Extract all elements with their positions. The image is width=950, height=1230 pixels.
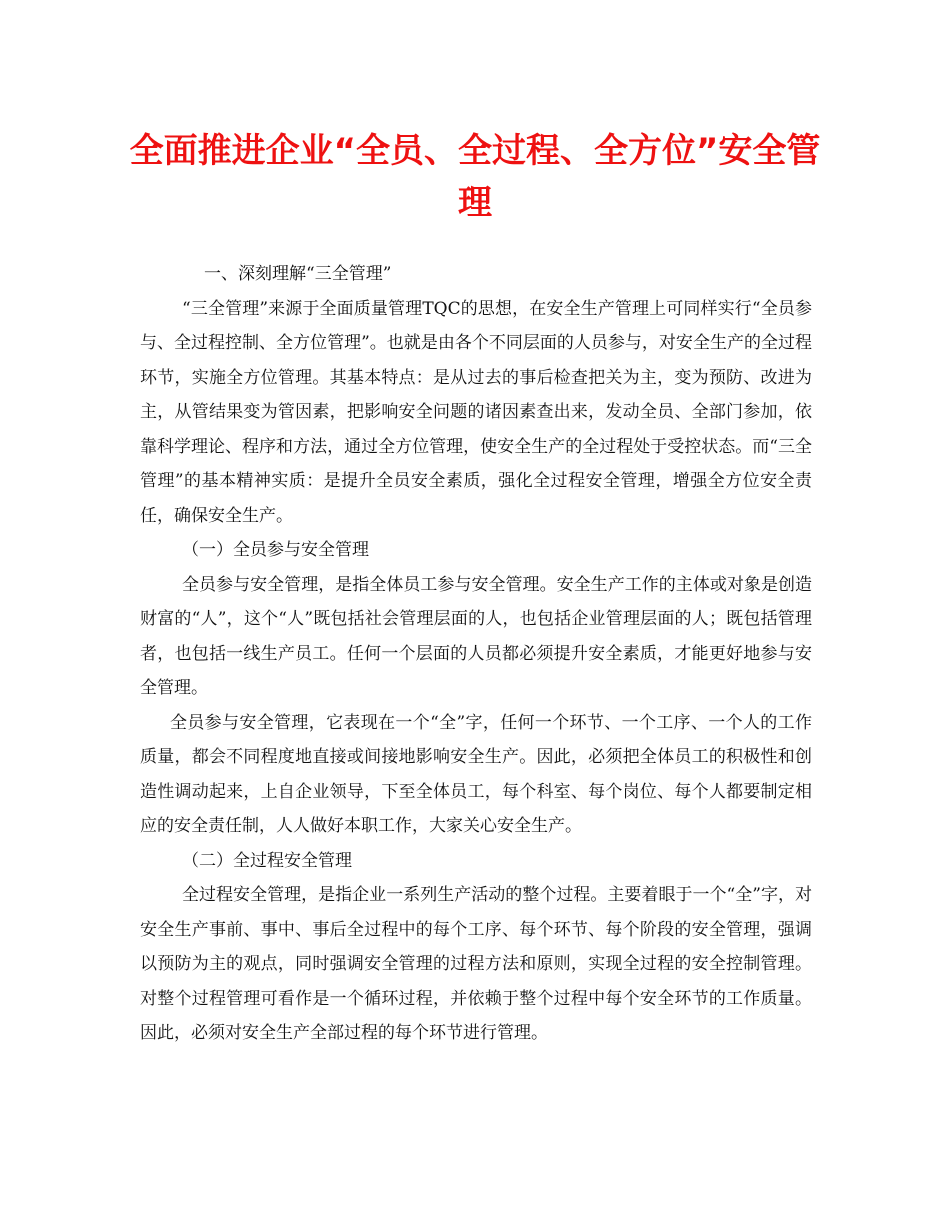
document-title: 全面推进企业“全员、全过程、全方位”安全管理	[129, 131, 821, 223]
paragraph: 全员参与安全管理，它表现在一个“全”字，任何一个环节、一个工序、一个人的工作质量，都会不同程度地直接或间接地影响安全生产。因此，必须把全体员工的积极性和创造性调动起来，上自企业领导，下至全体员工，每个科室、每个岗位、每个人都要制定相应的安全责任制，人人做好本职工作，大家关心安全生产。	[140, 712, 812, 836]
paragraph: 全过程安全管理，是指企业一系列生产活动的整个过程。主要着眼于一个“全”字，对安全生产事前、事中、事后全过程中的每个工序、每个环节、每个阶段的安全管理，强调以预防为主的观点，同时强调安全管理的过程方法和原则，实现全过程的安全控制管理。对整个过程管理可看作是一个循环过程，并依赖于整个过程中每个安全环节的工作质量。因此，必须对安全生产全部过程的每个环节进行管理。	[140, 885, 812, 1043]
subsection-heading: （一）全员参与安全管理	[182, 540, 369, 560]
paragraph: “三全管理”来源于全面质量管理TQC的思想，在安全生产管理上可同样实行“全员参与、全过程控制、全方位管理”。也就是由各个不同层面的人员参与，对安全生产的全过程环节，实施全方位管理。其基本特点：是从过去的事后检查把关为主，变为预防、改进为主，从管结果变为管因素，把影响安全问题的诸因素查出来，发动全员、全部门参加，依靠科学理论、程序和方法，通过全方位管理，使安全生产的全过程处于受控状态。而“三全管理”的基本精神实质：是提升全员安全素质，强化全过程安全管理，增强全方位安全责任，确保安全生产。	[140, 298, 812, 526]
paragraph: 全员参与安全管理，是指全体员工参与安全管理。安全生产工作的主体或对象是创造财富的“人”，这个“人”既包括社会管理层面的人，也包括企业管理层面的人；既包括管理者，也包括一线生产员工。任何一个层面的人员都必须提升安全素质，才能更好地参与安全管理。	[140, 574, 812, 698]
section-heading: 一、深刻理解“三全管理”	[204, 264, 392, 284]
subsection-heading: （二）全过程安全管理	[182, 850, 352, 871]
document-body	[140, 257, 812, 1051]
